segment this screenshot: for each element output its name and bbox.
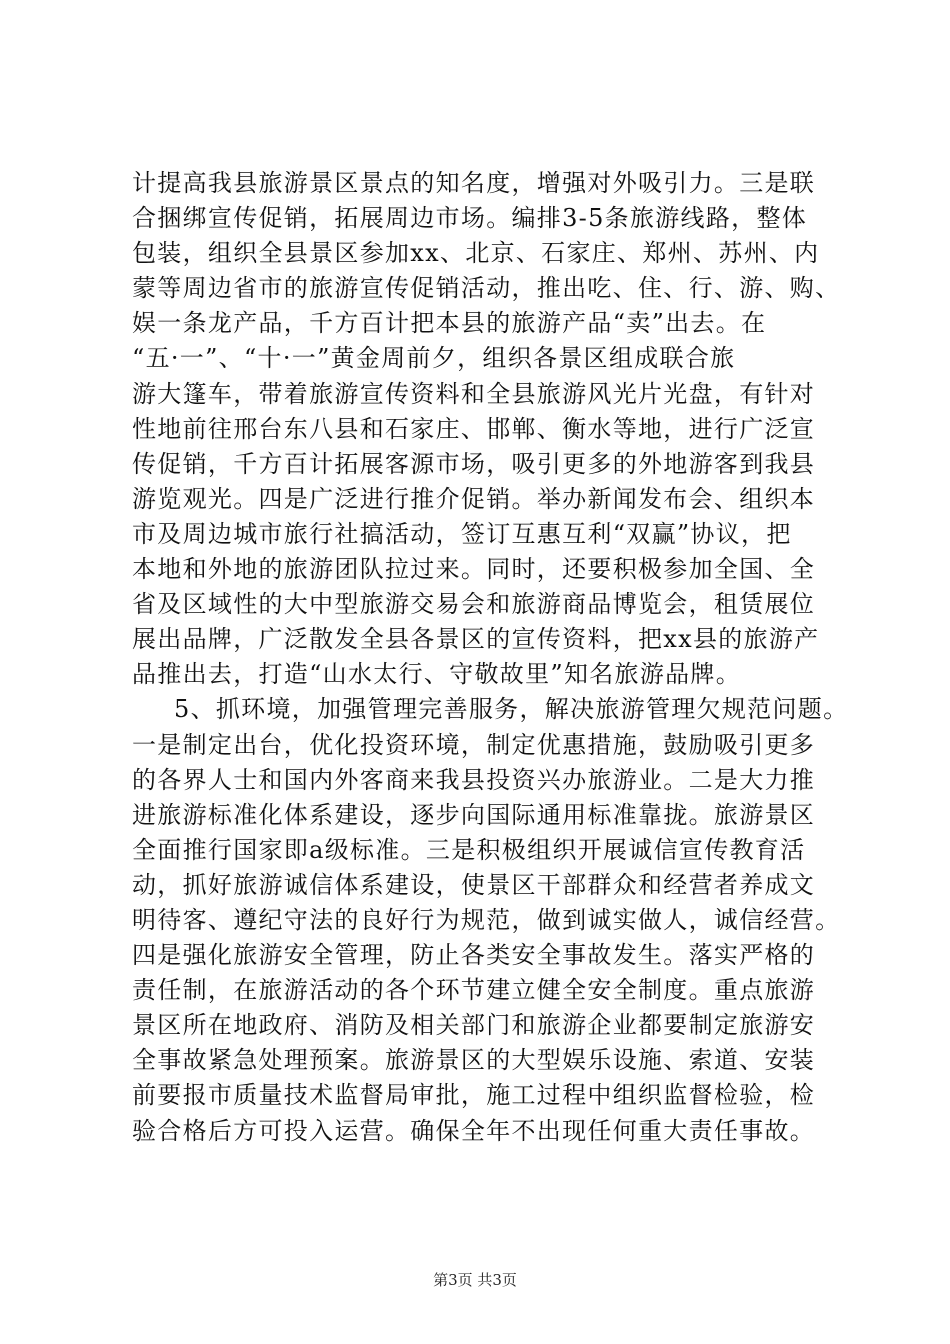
text-line: 展出品牌，广泛散发全县各景区的宣传资料，把xx县的旅游产 (132, 625, 820, 654)
text-line: 市及周边城市旅行社搞活动，签订互惠互利“双赢”协议，把 (132, 519, 792, 548)
document-body (132, 166, 849, 1149)
text-line: 验合格后方可投入运营。确保全年不出现任何重大责任事故。 (132, 1116, 816, 1145)
text-line: 包装，组织全县景区参加xx、北京、石家庄、郑州、苏州、内 (132, 239, 820, 268)
text-line: 本地和外地的旅游团队拉过来。同时，还要积极参加全国、全 (132, 555, 816, 584)
text-line: 省及区域性的大中型旅游交易会和旅游商品博览会，租赁展位 (132, 590, 816, 619)
text-line: 明待客、遵纪守法的良好行为规范，做到诚实做人，诚信经营。 (132, 905, 841, 934)
text-line: 一是制定出台，优化投资环境，制定优惠措施，鼓励吸引更多 (132, 730, 816, 759)
text-line: 全事故紧急处理预案。旅游景区的大型娱乐设施、索道、安装 (132, 1046, 816, 1075)
text-line: 游大篷车，带着旅游宣传资料和全县旅游风光片光盘，有针对 (132, 379, 816, 408)
text-line: 进旅游标准化体系建设，逐步向国际通用标准靠拢。旅游景区 (132, 800, 816, 829)
paragraph-start-line: 5、抓环境，加强管理完善服务，解决旅游管理欠规范问题。 (174, 695, 849, 724)
text-line: “五·一”、“十·一”黄金周前夕，组织各景区组成联合旅 (132, 344, 736, 373)
text-line: 景区所在地政府、消防及相关部门和旅游企业都要制定旅游安 (132, 1011, 816, 1040)
text-line: 动，抓好旅游诚信体系建设，使景区干部群众和经营者养成文 (132, 870, 816, 899)
text-line: 责任制，在旅游活动的各个环节建立健全安全制度。重点旅游 (132, 976, 816, 1005)
text-line: 蒙等周边省市的旅游宣传促销活动，推出吃、住、行、游、购、 (132, 274, 841, 303)
text-line: 性地前往邢台东八县和石家庄、邯郸、衡水等地，进行广泛宣 (132, 414, 816, 443)
page-footer: 第3页 共3页 (433, 1271, 517, 1289)
text-line: 合捆绑宣传促销，拓展周边市场。编排3-5条旅游线路，整体 (132, 204, 808, 233)
text-line: 前要报市质量技术监督局审批，施工过程中组织监督检验，检 (132, 1081, 816, 1110)
text-line: 品推出去，打造“山水太行、守敬故里”知名旅游品牌。 (132, 660, 742, 689)
text-line: 传促销，千方百计拓展客源市场，吸引更多的外地游客到我县 (132, 449, 816, 478)
text-line: 娱一条龙产品，千方百计把本县的旅游产品“卖”出去。在 (132, 309, 767, 338)
text-line: 全面推行国家即a级标准。三是积极组织开展诚信宣传教育活 (132, 835, 806, 864)
text-line: 的各界人士和国内外客商来我县投资兴办旅游业。二是大力推 (132, 765, 816, 794)
text-line: 游览观光。四是广泛进行推介促销。举办新闻发布会、组织本 (132, 484, 816, 513)
text-line: 四是强化旅游安全管理，防止各类安全事故发生。落实严格的 (132, 941, 816, 970)
text-line: 计提高我县旅游景区景点的知名度，增强对外吸引力。三是联 (132, 169, 816, 197)
